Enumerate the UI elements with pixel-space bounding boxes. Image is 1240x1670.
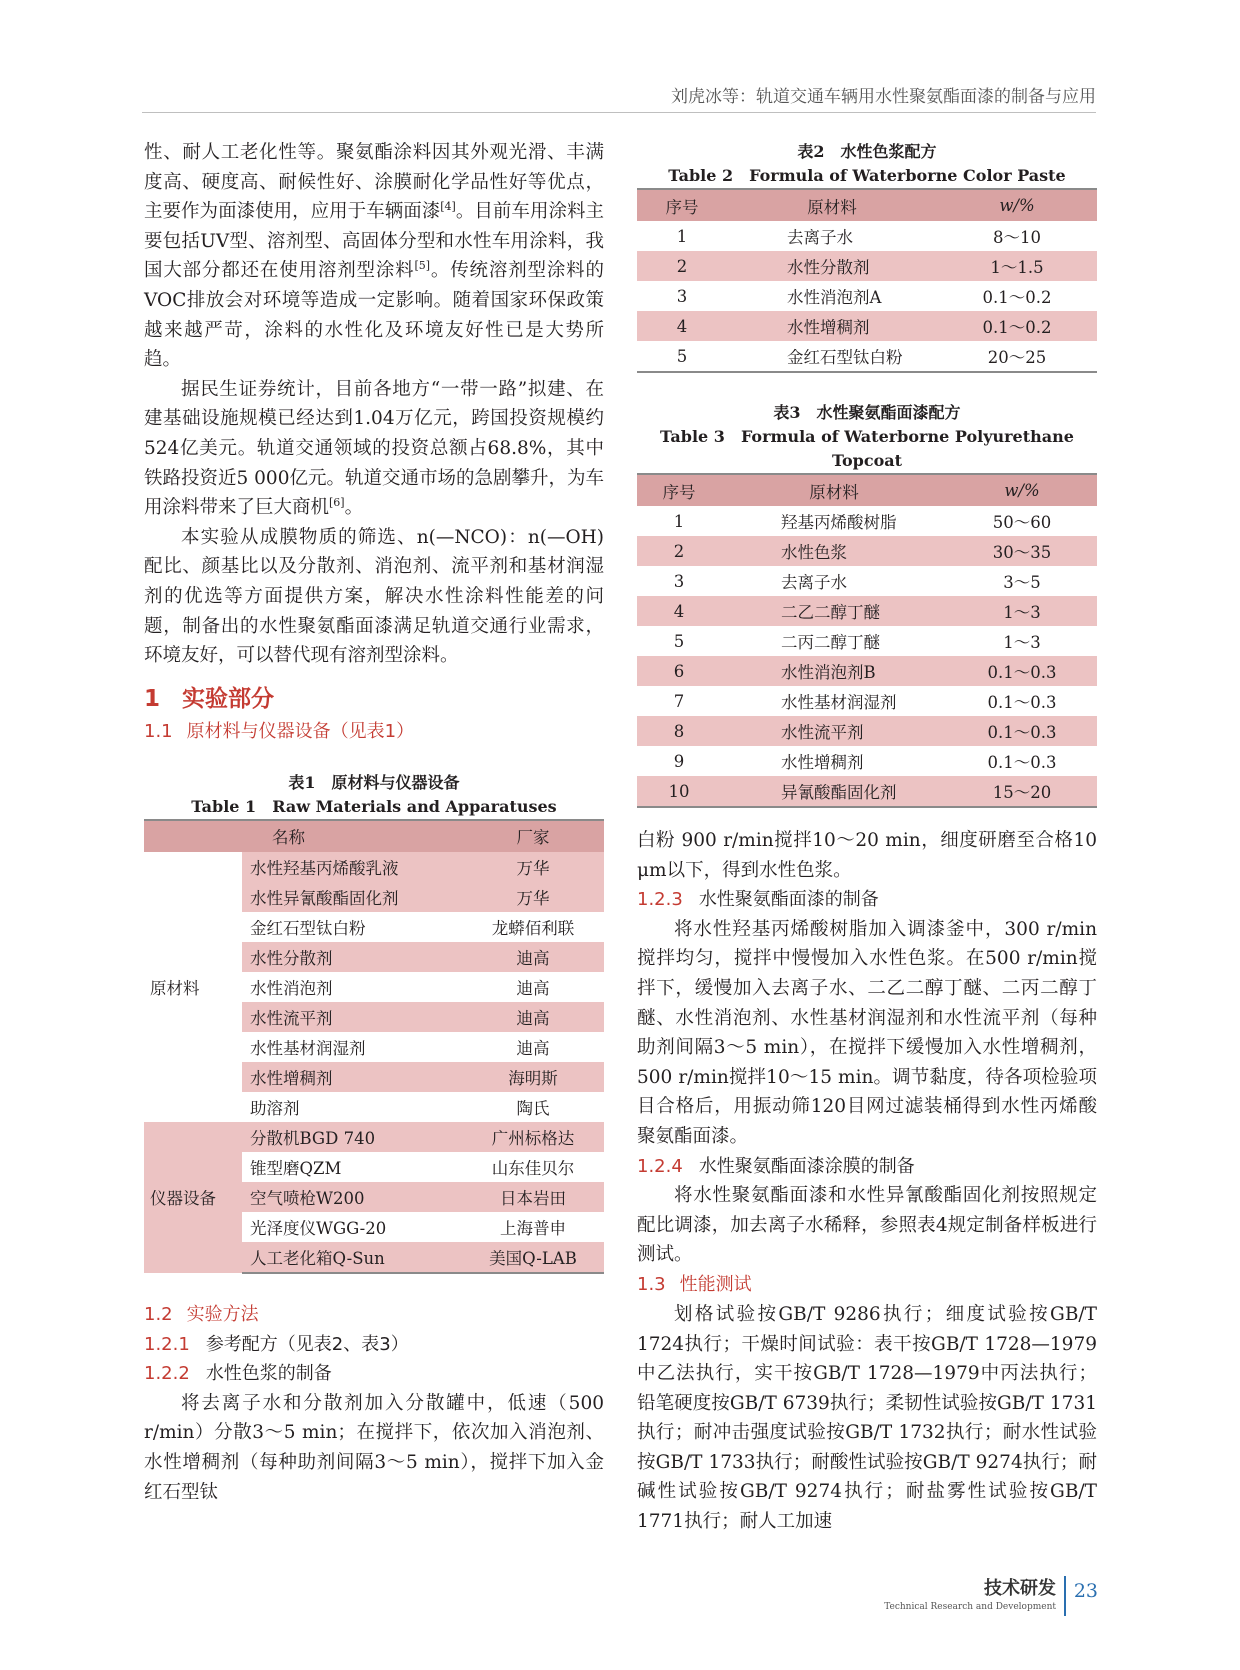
- table2-caption-en: Table 2 Formula of Waterborne Color Paste: [668, 166, 1066, 185]
- table-row: 水性流平剂 迪高: [144, 1002, 604, 1032]
- table-row: 2 水性色浆 30～35: [637, 536, 1097, 566]
- table3-block: [637, 401, 1097, 808]
- table-row: 2 水性分散剂 1～1.5: [637, 251, 1097, 281]
- table1-header-row: [144, 820, 604, 852]
- table2-block: [637, 140, 1097, 373]
- table1-header-maker: 厂家: [462, 820, 604, 852]
- table-row: 9 水性增稠剂 0.1～0.3: [673, 751, 1057, 772]
- table2-header-row: 序号 原材料 w/%: [637, 189, 1097, 221]
- table1-caption-en: Table 1 Raw Materials and Apparatuses: [191, 796, 557, 816]
- paragraph-2: 据民生证券统计，目前各地方“一带一路”拟建、在建基础设施规模已经达到1.04万亿元，跨国投资规模约524亿美元。轨道交通领域的投资总额占68.8%，其中铁路投资近5 000亿元。轨道交通市场的急剧攀升，为车用涂料带来了巨大商机[6]。: [144, 378, 604, 519]
- paragraph-6: 将水性羟基丙烯酸树脂加入调漆釜中，300 r/min搅拌均匀，搅拌中慢慢加入水性色浆。在500 r/min搅拌下，缓慢加入去离子水、二乙二醇丁醚、二丙二醇丁醚、水性消泡剂、水性基材润湿剂和水性流平剂（每种助剂间隔3～5 min），在搅拌下缓慢加入水性增稠剂，500 r/min搅拌10～15 min。调节黏度，待各项检验项目合格后，用振动筛120目网过滤装桶得到水性丙烯酸聚氨酯面漆。: [637, 918, 1097, 1147]
- table1-group-equipment: 仪器设备: [144, 1122, 242, 1273]
- table-row: 水性消泡剂 迪高: [250, 978, 550, 998]
- running-title: 刘虎冰等：轨道交通车辆用水性聚氨酯面漆的制备与应用: [671, 87, 1096, 107]
- table-row: 1 去离子水 8～10: [676, 226, 1041, 247]
- table-3: [637, 473, 1097, 808]
- citation-6[interactable]: [6]: [329, 495, 345, 509]
- table-row: 水性基材润湿剂 迪高: [250, 1038, 550, 1058]
- left-column: [144, 138, 604, 1507]
- footer-section-cn: 技术研发: [984, 1578, 1056, 1599]
- paragraph-5: 白粉 900 r/min搅拌10～20 min，细度研磨至合格10 μm以下，得到水性色浆。: [637, 830, 1097, 881]
- section-1-2-2-heading: 1.2.2 水性色浆的制备: [144, 1363, 332, 1385]
- table1-group-raw: 原材料: [144, 852, 242, 1122]
- section-1-2-4-heading: 1.2.4 水性聚氨酯面漆涂膜的制备: [637, 1155, 915, 1177]
- table1-caption-cn: 表1 原材料与仪器设备: [288, 772, 460, 792]
- table-row: 10 异氰酸酯固化剂 15～20: [637, 776, 1097, 807]
- footer-section-en: Technical Research and Development: [884, 1602, 1056, 1612]
- paragraph-7: 将水性聚氨酯面漆和水性异氰酸酯固化剂按照规定配比调漆，加去离子水稀释，参照表4规定制备样板进行测试。: [637, 1185, 1097, 1266]
- right-text-block: [637, 826, 1097, 1537]
- table-row: 水性分散剂 迪高: [144, 942, 604, 972]
- footer-divider: [1064, 1576, 1066, 1616]
- table2-caption-cn: 表2 水性色浆配方: [797, 142, 937, 161]
- table-row: 1 羟基丙烯酸树脂 50～60: [673, 511, 1052, 532]
- table-row: 3 去离子水 3～5: [673, 571, 1041, 592]
- table1-header-name: 名称: [242, 820, 462, 852]
- section-1-1-heading: 1.1 原材料与仪器设备（见表1）: [144, 720, 415, 742]
- table-row: 仪器设备 分散机BGD 740 广州标格达: [144, 1122, 604, 1152]
- page-footer: [820, 1574, 1098, 1630]
- table3-header-row: 序号 原材料 w/%: [637, 474, 1097, 506]
- section-1-heading: 1 实验部分: [144, 685, 275, 712]
- table-row: 7 水性基材润湿剂 0.1～0.3: [673, 691, 1057, 712]
- table-row: 锥型磨QZM 山东佳贝尔: [250, 1158, 575, 1178]
- paragraph-8: 划格试验按GB/T 9286执行；细度试验按GB/T 1724执行；干燥时间试验：表干按GB/T 1728—1979中乙法执行，实干按GB/T 1728—1979中丙法执行；铅笔硬度按GB/T 6739执行；柔韧性试验按GB/T 1731执行；耐冲击强度试验按GB/T 1732执行；耐水性试验按GB/T 1733执行；耐酸性试验按GB/T 9274执行；耐碱性试验按GB/T 9274执行；耐盐雾性试验按GB/T 1771执行；耐人工加速: [637, 1303, 1097, 1533]
- table-row: 6 水性消泡剂B 0.1～0.3: [637, 656, 1097, 686]
- table3-caption-en: Table 3 Formula of Waterborne Polyurethane Topcoat: [660, 427, 1074, 470]
- table-row: 4 二乙二醇丁醚 1～3: [637, 596, 1097, 626]
- table-row: 空气喷枪W200 日本岩田: [144, 1182, 604, 1212]
- section-1-2-heading: 1.2 实验方法: [144, 1303, 259, 1325]
- table-row: 5 二丙二醇丁醚 1～3: [673, 631, 1041, 652]
- page-number: 23: [1073, 1580, 1098, 1602]
- section-1-2-1-heading: 1.2.1 参考配方（见表2、表3）: [144, 1333, 409, 1355]
- table-row: 助溶剂 陶氏: [250, 1098, 550, 1118]
- table-1: [144, 819, 604, 1274]
- table-row: 5 金红石型钛白粉 20～25: [637, 341, 1097, 372]
- table-2: [637, 188, 1097, 373]
- table-row: 水性异氰酸酯固化剂 万华: [144, 882, 604, 912]
- table-row: 8 水性流平剂 0.1～0.3: [637, 716, 1097, 746]
- citation-5[interactable]: [5]: [414, 259, 431, 273]
- paragraph-3: 本实验从成膜物质的筛选、n(—NCO)：n(—OH)配比、颜基比以及分散剂、消泡剂、流平剂和基材润湿剂的优选等方面提供方案，解决水性涂料性能差的问题，制备出的水性聚氨酯面漆满足轨道交通行业需求，环境友好，可以替代现有溶剂型涂料。: [144, 526, 604, 667]
- paragraph-4: 将去离子水和分散剂加入分散罐中，低速（500 r/min）分散3～5 min；在搅拌下，依次加入消泡剂、水性增稠剂（每种助剂间隔3～5 min），搅拌下加入金红石型钛: [144, 1392, 604, 1503]
- table-row: 原材料 水性羟基丙烯酸乳液 万华: [144, 852, 604, 882]
- section-1-2-3-heading: 1.2.3 水性聚氨酯面漆的制备: [637, 889, 879, 911]
- citation-4[interactable]: [4]: [440, 200, 456, 214]
- table-row: 人工老化箱Q-Sun 美国Q-LAB: [144, 1242, 604, 1273]
- running-header: [142, 82, 1096, 113]
- section-1-3-heading: 1.3 性能测试: [637, 1273, 752, 1295]
- table-row: 水性增稠剂 海明斯: [144, 1062, 604, 1092]
- table-row: 4 水性增稠剂 0.1～0.2: [637, 311, 1097, 341]
- table-row: 光泽度仪WGG-20 上海普申: [250, 1218, 566, 1238]
- table-row: 3 水性消泡剂A 0.1～0.2: [676, 286, 1052, 307]
- table3-caption-cn: 表3 水性聚氨酯面漆配方: [773, 403, 961, 422]
- paragraph-1: 性、耐人工老化性等。聚氨酯涂料因其外观光滑、丰满度高、硬度高、耐候性好、涂膜耐化学品性好等优点，主要作为面漆使用，应用于车辆面漆[4]。目前车用涂料主要包括UV型、溶剂型、高固体分型和水性车用涂料，我国大部分都还在使用溶剂型涂料[5]。传统溶剂型涂料的VOC排放会对环境等造成一定影响。随着国家环保政策越来越严苛，涂料的水性化及环境友好性已是大势所趋。: [144, 142, 604, 371]
- table-row: 金红石型钛白粉 龙蟒佰利联: [250, 918, 575, 938]
